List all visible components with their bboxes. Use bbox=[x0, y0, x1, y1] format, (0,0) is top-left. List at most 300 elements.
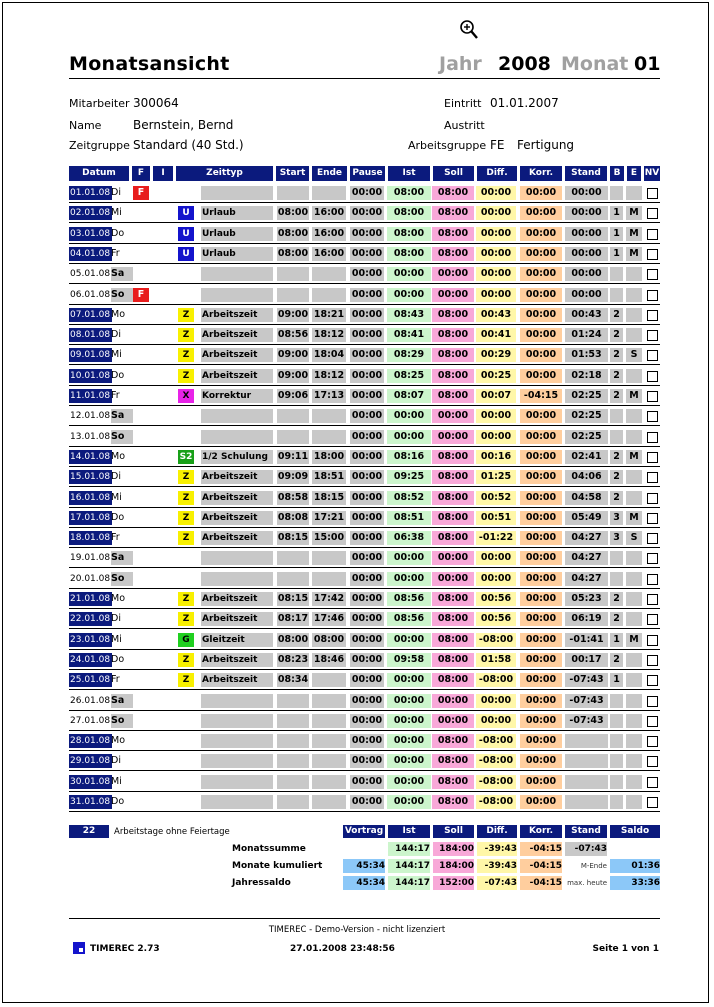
pause-time: 00:00 bbox=[351, 390, 383, 401]
weekday-cell: Do bbox=[111, 653, 125, 665]
zeittyp-cell: Arbeitszeit bbox=[201, 369, 273, 383]
ist-time: 08:56 bbox=[387, 612, 431, 626]
stand-time: 04:58 bbox=[565, 491, 608, 505]
b-value bbox=[610, 734, 623, 748]
weekday-cell: So bbox=[111, 288, 133, 302]
pause-time: 00:00 bbox=[351, 532, 383, 544]
start-time bbox=[277, 775, 309, 789]
end-time bbox=[312, 288, 346, 302]
diff-time: 00:00 bbox=[476, 227, 516, 241]
date-cell: 26.01.08 bbox=[70, 695, 111, 706]
feiertag-badge: F bbox=[133, 186, 149, 200]
zeittyp-code-badge: Z bbox=[178, 470, 194, 484]
korr-time: 00:00 bbox=[520, 450, 562, 464]
b-value: 1 bbox=[610, 206, 623, 220]
nv-checkbox[interactable] bbox=[647, 391, 658, 402]
eintritt-value: 01.01.2007 bbox=[490, 96, 559, 110]
soll-time: 08:00 bbox=[432, 754, 474, 768]
korr-time: 00:00 bbox=[520, 592, 562, 606]
pause-time: 00:00 bbox=[351, 247, 383, 259]
mitarbeiter-value: 300064 bbox=[133, 96, 179, 110]
e-value bbox=[626, 795, 642, 809]
end-time bbox=[312, 694, 346, 708]
jahressaldo-soll: 152:00 bbox=[433, 876, 474, 890]
kumuliert-ist: 144:17 bbox=[388, 859, 430, 873]
e-value bbox=[626, 491, 642, 505]
pause-time: 00:00 bbox=[351, 714, 383, 726]
soll-time: 08:00 bbox=[432, 673, 474, 687]
e-value bbox=[626, 694, 642, 708]
e-value bbox=[626, 288, 642, 302]
ist-time: 00:00 bbox=[387, 267, 431, 281]
end-time: 18:12 bbox=[313, 369, 345, 381]
soll-time: 00:00 bbox=[432, 551, 474, 565]
korr-time: 00:00 bbox=[520, 206, 562, 220]
soll-time: 00:00 bbox=[432, 409, 474, 423]
e-value bbox=[626, 328, 642, 342]
weekday-cell: Sa bbox=[111, 267, 133, 281]
weekday-cell: Di bbox=[111, 329, 121, 341]
pause-time: 00:00 bbox=[351, 694, 383, 706]
stand-time: 06:19 bbox=[565, 612, 608, 626]
e-value bbox=[626, 592, 642, 606]
nv-checkbox[interactable] bbox=[647, 655, 658, 666]
soll-time: 08:00 bbox=[432, 511, 474, 525]
b-value: 1 bbox=[610, 247, 623, 261]
korr-time: 00:00 bbox=[520, 288, 562, 302]
ist-time: 08:16 bbox=[387, 450, 431, 464]
nv-checkbox[interactable] bbox=[647, 513, 658, 524]
austritt-label: Austritt bbox=[444, 119, 485, 132]
zeittyp-code-badge: G bbox=[178, 633, 194, 647]
nv-checkbox[interactable] bbox=[647, 371, 658, 382]
date-cell: 14.01.08 bbox=[70, 451, 111, 462]
ist-time: 00:00 bbox=[387, 734, 431, 748]
stand-time bbox=[565, 734, 608, 748]
nv-checkbox[interactable] bbox=[647, 716, 658, 727]
soll-time: 08:00 bbox=[432, 592, 474, 606]
col-pause: Pause bbox=[350, 166, 385, 181]
e-value: M bbox=[626, 633, 642, 647]
korr-time: 00:00 bbox=[520, 673, 562, 687]
end-time: 18:51 bbox=[313, 471, 345, 483]
zeittyp-cell bbox=[201, 714, 273, 728]
start-time bbox=[277, 572, 309, 586]
nv-checkbox[interactable] bbox=[647, 756, 658, 767]
stand-time: 02:25 bbox=[565, 430, 608, 444]
start-time bbox=[277, 714, 309, 728]
nv-checkbox[interactable] bbox=[647, 777, 658, 788]
monatssumme-label: Monatssumme bbox=[232, 844, 306, 854]
zeittyp-cell bbox=[201, 430, 273, 444]
weekday-cell: Do bbox=[111, 511, 125, 523]
year-label: Jahr bbox=[439, 53, 482, 75]
ist-time: 08:43 bbox=[387, 308, 431, 322]
pause-time: 00:00 bbox=[351, 593, 383, 604]
soll-time: 08:00 bbox=[432, 328, 474, 342]
name-value: Bernstein, Bernd bbox=[133, 118, 234, 132]
korr-time: 00:00 bbox=[520, 348, 562, 362]
weekday-cell: Mo bbox=[111, 450, 126, 462]
date-cell: 07.01.08 bbox=[70, 309, 111, 320]
start-time bbox=[277, 430, 309, 444]
ist-time: 08:00 bbox=[387, 247, 431, 261]
day-row bbox=[69, 366, 660, 386]
e-value bbox=[626, 470, 642, 484]
col-nv: NV bbox=[644, 166, 660, 181]
pause-time: 00:00 bbox=[351, 796, 383, 807]
b-value bbox=[610, 775, 623, 789]
day-row bbox=[69, 589, 660, 609]
b-value bbox=[610, 267, 623, 281]
korr-time: 00:00 bbox=[520, 470, 562, 484]
timerec-logo-icon bbox=[73, 942, 85, 954]
start-time: 08:17 bbox=[277, 613, 309, 625]
zeittyp-code-badge: Z bbox=[178, 612, 194, 626]
nv-checkbox[interactable] bbox=[647, 290, 658, 301]
footer-divider bbox=[69, 918, 660, 919]
ist-time: 00:00 bbox=[387, 673, 431, 687]
nv-checkbox[interactable] bbox=[647, 411, 658, 422]
start-time bbox=[277, 734, 309, 748]
end-time: 08:00 bbox=[313, 633, 345, 645]
diff-time: 00:00 bbox=[476, 206, 516, 220]
start-time: 08:00 bbox=[277, 247, 309, 259]
nv-checkbox[interactable] bbox=[647, 229, 658, 240]
kumuliert-stand-label: M-Ende bbox=[580, 862, 607, 870]
end-time bbox=[312, 673, 346, 687]
ist-time: 08:52 bbox=[387, 491, 431, 505]
date-cell: 10.01.08 bbox=[70, 370, 111, 381]
ist-time: 00:00 bbox=[387, 795, 431, 809]
date-cell: 21.01.08 bbox=[70, 594, 111, 604]
e-value bbox=[626, 308, 642, 322]
b-value bbox=[610, 430, 623, 444]
stand-time: 00:00 bbox=[565, 206, 608, 220]
nv-checkbox[interactable] bbox=[647, 696, 658, 707]
korr-time: 00:00 bbox=[520, 531, 562, 545]
b-value: 2 bbox=[610, 612, 623, 626]
e-value bbox=[626, 612, 642, 626]
e-value bbox=[626, 369, 642, 383]
end-time bbox=[312, 775, 346, 789]
day-row bbox=[69, 609, 660, 629]
day-row bbox=[69, 488, 660, 508]
weekday-cell: Di bbox=[111, 755, 121, 767]
col-e: E bbox=[627, 166, 641, 181]
nv-checkbox[interactable] bbox=[647, 533, 658, 544]
stand-time: 04:06 bbox=[565, 470, 608, 484]
start-time: 09:11 bbox=[277, 450, 309, 462]
end-time: 15:00 bbox=[313, 532, 345, 544]
nv-checkbox[interactable] bbox=[647, 452, 658, 463]
zoom-in-icon[interactable] bbox=[459, 19, 479, 41]
soll-time: 08:00 bbox=[432, 186, 474, 200]
col-i: I bbox=[153, 166, 173, 181]
header-divider bbox=[69, 78, 660, 79]
monatssumme-ist: 144:17 bbox=[388, 842, 430, 856]
day-row bbox=[69, 427, 660, 447]
date-cell: 06.01.08 bbox=[70, 289, 111, 300]
nv-checkbox[interactable] bbox=[647, 249, 658, 260]
zeittyp-cell: Arbeitszeit bbox=[201, 653, 273, 667]
e-value bbox=[626, 572, 642, 586]
soll-time: 08:00 bbox=[432, 775, 474, 789]
nv-checkbox[interactable] bbox=[647, 208, 658, 219]
day-row bbox=[69, 264, 660, 284]
diff-time: 00:00 bbox=[476, 186, 516, 200]
start-time bbox=[277, 795, 309, 809]
zeittyp-cell bbox=[201, 267, 273, 281]
e-value bbox=[626, 734, 642, 748]
nv-checkbox[interactable] bbox=[647, 614, 658, 625]
nv-checkbox[interactable] bbox=[647, 594, 658, 605]
ist-time: 00:00 bbox=[387, 288, 431, 302]
zeittyp-cell bbox=[201, 775, 273, 789]
demo-notice: TIMEREC - Demo-Version - nicht lizenziert bbox=[268, 925, 446, 935]
zeittyp-cell bbox=[201, 694, 273, 708]
stand-time: 04:27 bbox=[565, 572, 608, 586]
nv-checkbox[interactable] bbox=[647, 635, 658, 646]
b-value bbox=[610, 694, 623, 708]
soll-time: 08:00 bbox=[432, 653, 474, 667]
col-diff: Diff. bbox=[477, 166, 517, 181]
diff-time: -08:00 bbox=[476, 633, 516, 647]
weekday-cell: Mo bbox=[111, 593, 126, 604]
feiertag-badge: F bbox=[133, 288, 149, 302]
nv-checkbox[interactable] bbox=[647, 269, 658, 280]
b-value: 2 bbox=[610, 592, 623, 606]
pause-time: 00:00 bbox=[351, 227, 383, 239]
kumuliert-label: Monate kumuliert bbox=[232, 861, 323, 871]
weekday-cell: Mi bbox=[111, 633, 122, 645]
day-row bbox=[69, 467, 660, 487]
arbeitsgruppe-code: FE bbox=[490, 138, 505, 152]
nv-checkbox[interactable] bbox=[647, 330, 658, 341]
pause-time: 00:00 bbox=[351, 288, 383, 300]
start-time bbox=[277, 694, 309, 708]
nv-checkbox[interactable] bbox=[647, 188, 658, 199]
b-value: 3 bbox=[610, 531, 623, 545]
nv-checkbox[interactable] bbox=[647, 432, 658, 443]
end-time bbox=[312, 734, 346, 748]
end-time bbox=[312, 267, 346, 281]
b-value: 3 bbox=[610, 511, 623, 525]
ist-time: 00:00 bbox=[387, 409, 431, 423]
ist-time: 08:29 bbox=[387, 348, 431, 362]
diff-time: 01:25 bbox=[476, 470, 516, 484]
b-value: 1 bbox=[610, 227, 623, 241]
weekday-cell: Di bbox=[111, 471, 121, 483]
zeittyp-cell: Arbeitszeit bbox=[201, 328, 273, 342]
nv-checkbox[interactable] bbox=[647, 553, 658, 564]
year-value: 2008 bbox=[498, 53, 551, 75]
diff-time: 00:51 bbox=[476, 511, 516, 525]
monatssumme-soll: 184:00 bbox=[433, 842, 474, 856]
pause-time: 00:00 bbox=[351, 735, 383, 747]
diff-time: 00:56 bbox=[476, 612, 516, 626]
zeittyp-cell: Arbeitszeit bbox=[201, 470, 273, 484]
diff-time: -08:00 bbox=[476, 673, 516, 687]
date-cell: 15.01.08 bbox=[70, 472, 111, 483]
korr-time: 00:00 bbox=[520, 714, 562, 728]
zeittyp-code-badge: X bbox=[178, 389, 194, 403]
zeittyp-cell bbox=[201, 734, 273, 748]
diff-time: 00:07 bbox=[476, 389, 516, 403]
jahressaldo-stand-label: max. heute bbox=[567, 879, 607, 887]
day-row bbox=[69, 731, 660, 751]
arbeitsgruppe-label: Arbeitsgruppe bbox=[408, 139, 487, 152]
pause-time: 00:00 bbox=[351, 633, 383, 645]
b-value bbox=[610, 186, 623, 200]
zeittyp-code-badge: Z bbox=[178, 511, 194, 525]
e-value bbox=[626, 551, 642, 565]
end-time: 17:21 bbox=[313, 511, 345, 523]
zeittyp-cell bbox=[201, 409, 273, 423]
stand-time: 01:53 bbox=[565, 348, 608, 362]
ist-time: 08:00 bbox=[387, 186, 431, 200]
weekday-cell: Di bbox=[111, 187, 121, 198]
monatssumme-korr: -04:15 bbox=[520, 842, 562, 856]
diff-time: 00:41 bbox=[476, 328, 516, 342]
stand-time: -07:43 bbox=[565, 714, 608, 728]
weekday-cell: Mi bbox=[111, 491, 122, 503]
zeittyp-cell: Arbeitszeit bbox=[201, 511, 273, 525]
end-time: 17:46 bbox=[313, 613, 345, 625]
ist-time: 00:00 bbox=[387, 551, 431, 565]
weekday-cell: Mi bbox=[111, 775, 122, 787]
nv-checkbox[interactable] bbox=[647, 797, 658, 808]
day-row bbox=[69, 792, 660, 812]
start-time: 08:34 bbox=[277, 674, 309, 686]
e-value: M bbox=[626, 389, 642, 403]
date-cell: 27.01.08 bbox=[70, 715, 111, 726]
app-version: TIMEREC 2.73 bbox=[90, 944, 160, 954]
stand-time: 00:00 bbox=[565, 186, 608, 200]
jahressaldo-ist: 144:17 bbox=[388, 876, 430, 890]
kumuliert-korr: -04:15 bbox=[520, 859, 562, 873]
nv-checkbox[interactable] bbox=[647, 736, 658, 747]
nv-checkbox[interactable] bbox=[647, 350, 658, 361]
zeittyp-cell bbox=[201, 551, 273, 565]
date-cell: 19.01.08 bbox=[70, 553, 111, 564]
b-value bbox=[610, 409, 623, 423]
start-time: 08:00 bbox=[277, 227, 309, 239]
b-value bbox=[610, 754, 623, 768]
stand-time: 00:00 bbox=[565, 288, 608, 302]
zeittyp-cell bbox=[201, 572, 273, 586]
stand-time: 05:49 bbox=[565, 511, 608, 525]
diff-time: 00:00 bbox=[476, 551, 516, 565]
ist-time: 00:00 bbox=[387, 694, 431, 708]
day-row bbox=[69, 305, 660, 325]
row-divider bbox=[69, 811, 660, 812]
zeittyp-code-badge: Z bbox=[178, 308, 194, 322]
b-value: 1 bbox=[610, 673, 623, 687]
diff-time: 00:56 bbox=[476, 592, 516, 606]
zeittyp-code-badge: Z bbox=[178, 592, 194, 606]
nv-checkbox[interactable] bbox=[647, 675, 658, 686]
soll-time: 08:00 bbox=[432, 348, 474, 362]
end-time: 18:46 bbox=[313, 653, 345, 665]
nv-checkbox[interactable] bbox=[647, 472, 658, 483]
e-value: M bbox=[626, 450, 642, 464]
weekday-cell: Mo bbox=[111, 735, 126, 747]
pause-time: 00:00 bbox=[351, 613, 383, 625]
b-value: 2 bbox=[610, 348, 623, 362]
zeittyp-cell bbox=[201, 186, 273, 200]
zeitgruppe-label: Zeitgruppe bbox=[69, 139, 130, 152]
b-value: 2 bbox=[610, 369, 623, 383]
soll-time: 00:00 bbox=[432, 267, 474, 281]
day-row bbox=[69, 711, 660, 731]
date-cell: 18.01.08 bbox=[70, 533, 111, 544]
start-time bbox=[277, 754, 309, 768]
ist-time: 08:07 bbox=[387, 389, 431, 403]
pause-time: 00:00 bbox=[351, 187, 383, 198]
end-time bbox=[312, 795, 346, 809]
date-cell: 02.01.08 bbox=[70, 208, 111, 219]
date-cell: 16.01.08 bbox=[70, 492, 111, 503]
col-korr: Korr. bbox=[520, 166, 562, 181]
korr-time: 00:00 bbox=[520, 186, 562, 200]
b-value: 2 bbox=[610, 491, 623, 505]
diff-time: -08:00 bbox=[476, 734, 516, 748]
diff-time: 00:29 bbox=[476, 348, 516, 362]
date-cell: 09.01.08 bbox=[70, 350, 111, 361]
weekday-cell: Fr bbox=[111, 247, 120, 259]
weekday-cell: Fr bbox=[111, 532, 120, 544]
diff-time: -08:00 bbox=[476, 754, 516, 768]
end-time: 18:15 bbox=[313, 491, 345, 503]
col-f: F bbox=[132, 166, 150, 181]
name-label: Name bbox=[69, 119, 102, 132]
day-row bbox=[69, 345, 660, 365]
date-cell: 12.01.08 bbox=[70, 411, 111, 422]
day-row bbox=[69, 325, 660, 345]
korr-time: 00:00 bbox=[520, 754, 562, 768]
kumuliert-diff: -39:43 bbox=[477, 859, 517, 873]
zeittyp-code-badge: Z bbox=[178, 491, 194, 505]
monatssumme-stand: -07:43 bbox=[565, 842, 607, 856]
arbeitstage-count: 22 bbox=[69, 825, 109, 838]
diff-time: 00:00 bbox=[476, 409, 516, 423]
e-value bbox=[626, 754, 642, 768]
date-cell: 20.01.08 bbox=[70, 573, 111, 584]
nv-checkbox[interactable] bbox=[647, 574, 658, 585]
zeittyp-cell: Arbeitszeit bbox=[201, 491, 273, 505]
stand-time: 00:43 bbox=[565, 308, 608, 322]
end-time bbox=[312, 572, 346, 586]
b-value: 2 bbox=[610, 389, 623, 403]
date-cell: 22.01.08 bbox=[70, 614, 111, 625]
diff-time: 00:00 bbox=[476, 288, 516, 302]
e-value bbox=[626, 186, 642, 200]
day-row bbox=[69, 406, 660, 426]
day-row bbox=[69, 203, 660, 223]
nv-checkbox[interactable] bbox=[647, 493, 658, 504]
zeittyp-cell: Urlaub bbox=[201, 227, 273, 241]
eintritt-label: Eintritt bbox=[444, 97, 482, 110]
kumuliert-vortrag: 45:34 bbox=[343, 859, 385, 873]
e-value bbox=[626, 673, 642, 687]
korr-time: 00:00 bbox=[520, 247, 562, 261]
nv-checkbox[interactable] bbox=[647, 310, 658, 321]
stand-time: 01:24 bbox=[565, 328, 608, 342]
start-time: 08:00 bbox=[277, 207, 309, 219]
e-value bbox=[626, 267, 642, 281]
day-row bbox=[69, 751, 660, 771]
